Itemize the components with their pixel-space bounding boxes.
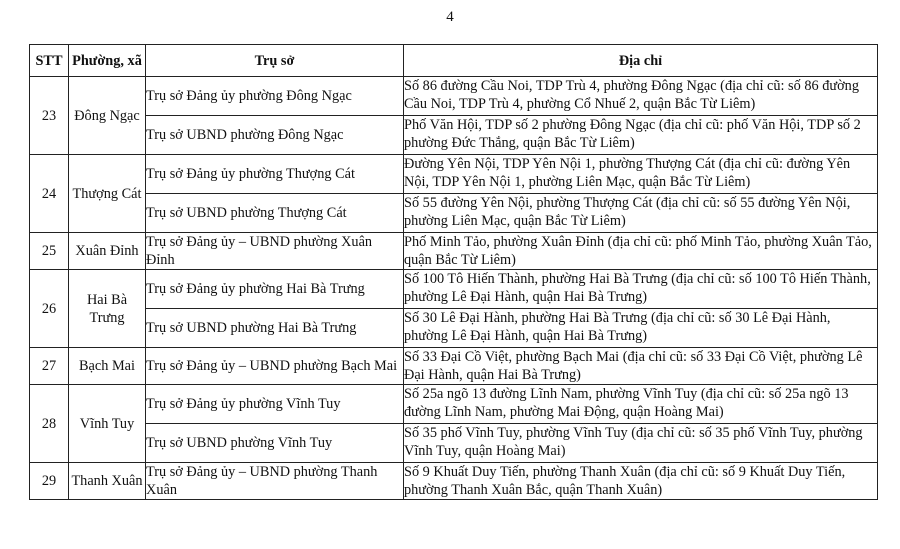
table-body <box>30 77 878 500</box>
table-row <box>30 385 878 424</box>
table-row <box>30 348 878 385</box>
address-cell: Đường Yên Nội, TDP Yên Nội 1, phường Thượng Cát (địa chỉ cũ: đường Yên Nội, TDP Yên Nội 1, phường Liên Mạc, quận Bắc Từ Liêm) <box>404 155 878 194</box>
table-row <box>30 116 878 155</box>
stt-cell: 29 <box>30 463 69 500</box>
address-cell: Số 35 phố Vĩnh Tuy, phường Vĩnh Tuy (địa chỉ cũ: số 35 phố Vĩnh Tuy, phường Vĩnh Tuy, quận Hoàng Mai) <box>404 424 878 463</box>
table-row <box>30 270 878 309</box>
ward-cell: Thượng Cát <box>69 155 146 233</box>
table-row <box>30 155 878 194</box>
address-cell: Số 9 Khuất Duy Tiến, phường Thanh Xuân (địa chỉ cũ: số 9 Khuất Duy Tiến, phường Thanh Xuân Bắc, quận Thanh Xuân) <box>404 463 878 500</box>
ward-cell: Xuân Đỉnh <box>69 233 146 270</box>
header-address: Địa chỉ <box>404 45 878 77</box>
table-row <box>30 424 878 463</box>
ward-cell: Bạch Mai <box>69 348 146 385</box>
stt-cell: 28 <box>30 385 69 463</box>
office-cell: Trụ sở Đảng ủy phường Đông Ngạc <box>146 77 404 116</box>
stt-cell: 24 <box>30 155 69 233</box>
address-cell: Phố Minh Tảo, phường Xuân Đỉnh (địa chỉ cũ: phố Minh Tảo, phường Xuân Tảo, quận Bắc Từ Liêm) <box>404 233 878 270</box>
table-row <box>30 309 878 348</box>
address-cell: Số 33 Đại Cồ Việt, phường Bạch Mai (địa chỉ cũ: số 33 Đại Cồ Việt, phường Lê Đại Hành, quận Hai Bà Trưng) <box>404 348 878 385</box>
office-cell: Trụ sở Đảng ủy phường Hai Bà Trưng <box>146 270 404 309</box>
stt-cell: 26 <box>30 270 69 348</box>
header-ward: Phường, xã <box>69 45 146 77</box>
office-cell: Trụ sở Đảng ủy phường Thượng Cát <box>146 155 404 194</box>
table-row <box>30 77 878 116</box>
address-cell: Số 30 Lê Đại Hành, phường Hai Bà Trưng (địa chỉ cũ: số 30 Lê Đại Hành, phường Lê Đại Hành, quận Hai Bà Trưng) <box>404 309 878 348</box>
stt-cell: 27 <box>30 348 69 385</box>
office-cell: Trụ sở Đảng ủy – UBND phường Bạch Mai <box>146 348 404 385</box>
table-header <box>30 45 878 77</box>
office-cell: Trụ sở UBND phường Thượng Cát <box>146 194 404 233</box>
ward-cell: Hai Bà Trưng <box>69 270 146 348</box>
office-cell: Trụ sở UBND phường Vĩnh Tuy <box>146 424 404 463</box>
office-cell: Trụ sở UBND phường Đông Ngạc <box>146 116 404 155</box>
stt-cell: 25 <box>30 233 69 270</box>
table-row <box>30 233 878 270</box>
header-office: Trụ sở <box>146 45 404 77</box>
address-cell: Số 25a ngõ 13 đường Lĩnh Nam, phường Vĩnh Tuy (địa chỉ cũ: số 25a ngõ 13 đường Lĩnh Nam, phường Mai Động, quận Hoàng Mai) <box>404 385 878 424</box>
stt-cell: 23 <box>30 77 69 155</box>
page-number: 4 <box>446 9 454 25</box>
address-cell: Số 86 đường Cầu Noi, TDP Trù 4, phường Đông Ngạc (địa chỉ cũ: số 86 đường Cầu Noi, TDP Trù 4, phường Cổ Nhuế 2, quận Bắc Từ Liêm) <box>404 77 878 116</box>
office-cell: Trụ sở Đảng ủy – UBND phường Xuân Đỉnh <box>146 233 404 270</box>
table-row <box>30 194 878 233</box>
ward-cell: Thanh Xuân <box>69 463 146 500</box>
header-stt: STT <box>30 45 69 77</box>
ward-cell: Đông Ngạc <box>69 77 146 155</box>
address-cell: Số 55 đường Yên Nội, phường Thượng Cát (địa chỉ cũ: số 55 đường Yên Nội, phường Liên Mạc, quận Bắc Từ Liêm) <box>404 194 878 233</box>
office-cell: Trụ sở Đảng ủy phường Vĩnh Tuy <box>146 385 404 424</box>
ward-cell: Vĩnh Tuy <box>69 385 146 463</box>
table-row <box>30 463 878 500</box>
office-cell: Trụ sở UBND phường Hai Bà Trưng <box>146 309 404 348</box>
office-cell: Trụ sở Đảng ủy – UBND phường Thanh Xuân <box>146 463 404 500</box>
address-cell: Số 100 Tô Hiến Thành, phường Hai Bà Trưng (địa chỉ cũ: số 100 Tô Hiến Thành, phường Lê Đại Hành, quận Hai Bà Trưng) <box>404 270 878 309</box>
ward-office-table <box>29 44 878 500</box>
address-cell: Phố Văn Hội, TDP số 2 phường Đông Ngạc (địa chỉ cũ: phố Văn Hội, TDP số 2 phường Đức Thắng, quận Bắc Từ Liêm) <box>404 116 878 155</box>
